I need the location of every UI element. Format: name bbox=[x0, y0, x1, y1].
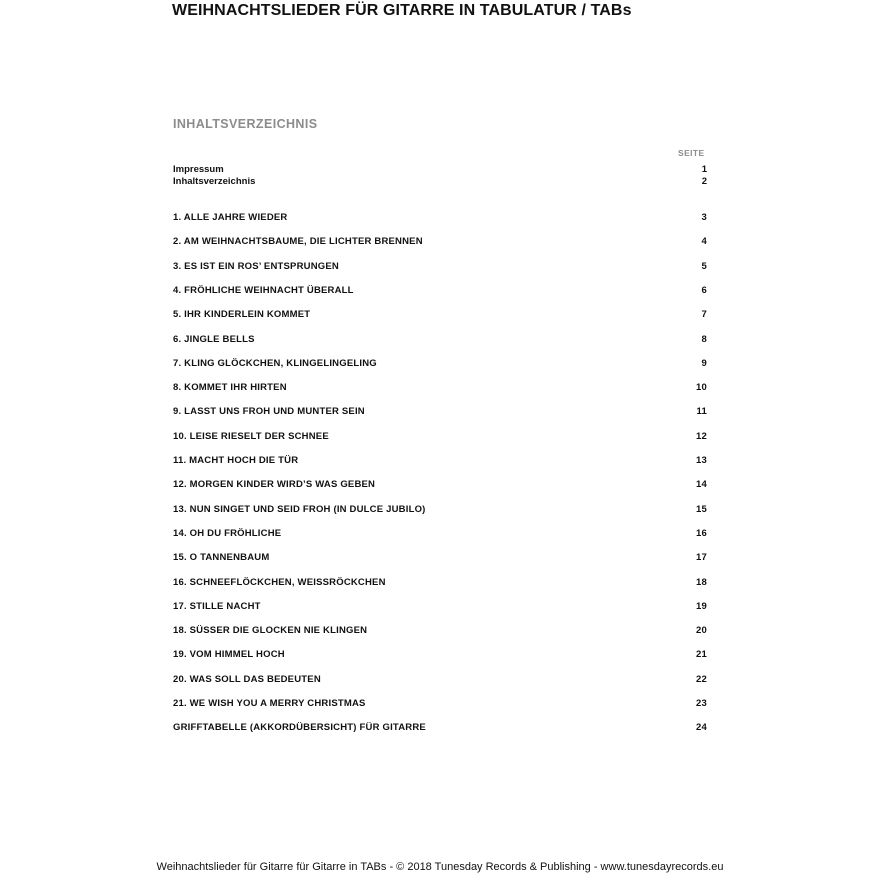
toc-entry-page: 13 bbox=[696, 455, 707, 466]
toc-entry-page: 21 bbox=[696, 649, 707, 661]
toc-entry-label: 4. FRÖHLICHE WEIHNACHT ÜBERALL bbox=[173, 284, 354, 296]
toc-entry[interactable] bbox=[173, 382, 707, 393]
toc-entry-page: 6 bbox=[701, 284, 707, 296]
toc-heading: INHALTSVERZEICHNIS bbox=[173, 117, 318, 131]
front-matter-page: 2 bbox=[701, 176, 707, 187]
toc-entry-page: 23 bbox=[696, 698, 707, 709]
toc-entry-label: 3. ES IST EIN ROS’ ENTSPRUNGEN bbox=[173, 260, 339, 272]
toc-entry-label: 6. JINGLE BELLS bbox=[173, 333, 255, 345]
front-matter-label: Impressum bbox=[173, 164, 224, 175]
toc-entry-label: 7. KLING GLÖCKCHEN, KLINGELINGELING bbox=[173, 357, 377, 369]
toc-entry-page: 4 bbox=[701, 236, 707, 248]
toc-entry[interactable] bbox=[173, 601, 707, 612]
toc-entry-page: 8 bbox=[701, 333, 707, 345]
toc-entry-page: 24 bbox=[696, 722, 707, 734]
toc-entry-label: 9. LASST UNS FROH UND MUNTER SEIN bbox=[173, 406, 365, 418]
toc-entry[interactable] bbox=[173, 722, 707, 733]
toc-entry[interactable] bbox=[173, 212, 707, 223]
toc-entry[interactable] bbox=[173, 406, 707, 417]
toc-entry[interactable] bbox=[173, 455, 707, 466]
toc-entry-page: 16 bbox=[696, 527, 707, 539]
toc-entry-label: 1. ALLE JAHRE WIEDER bbox=[173, 212, 288, 223]
front-matter-page: 1 bbox=[701, 164, 707, 175]
toc-entry[interactable] bbox=[173, 236, 707, 247]
toc-entry-page: 5 bbox=[701, 260, 707, 272]
toc-entry-page: 7 bbox=[701, 309, 707, 321]
document-title: WEIHNACHTSLIEDER FÜR GITARRE IN TABULATUR / TABs bbox=[172, 2, 632, 19]
toc-entry-label: 10. LEISE RIESELT DER SCHNEE bbox=[173, 430, 329, 442]
toc-entry[interactable] bbox=[173, 431, 707, 442]
toc-entry[interactable] bbox=[173, 528, 707, 539]
toc-entry-page: 17 bbox=[696, 552, 707, 564]
toc-entry[interactable] bbox=[173, 552, 707, 563]
toc-entry[interactable] bbox=[173, 577, 707, 588]
toc-entry-page: 20 bbox=[696, 625, 707, 637]
footer: Weihnachtslieder für Gitarre für Gitarre in TABs - © 2018 Tunesday Records & Publishing - www.tunesdayrecords.eu bbox=[156, 861, 724, 873]
front-matter-item[interactable] bbox=[173, 176, 707, 187]
toc-entry-page: 14 bbox=[696, 479, 707, 491]
toc-entry-page: 10 bbox=[696, 382, 707, 394]
toc-entry-label: 19. VOM HIMMEL HOCH bbox=[173, 649, 285, 661]
toc-entry-label: GRIFFTABELLE (AKKORDÜBERSICHT) FÜR GITARRE bbox=[173, 722, 426, 734]
toc-entry[interactable] bbox=[173, 649, 707, 660]
toc-entry-page: 15 bbox=[696, 503, 707, 515]
toc-entry-label: 8. KOMMET IHR HIRTEN bbox=[173, 382, 287, 394]
toc-entry-label: 20. WAS SOLL DAS BEDEUTEN bbox=[173, 673, 321, 685]
toc-entry[interactable] bbox=[173, 309, 707, 320]
toc-entry[interactable] bbox=[173, 479, 707, 490]
toc-entry[interactable] bbox=[173, 285, 707, 296]
front-matter-label: Inhaltsverzeichnis bbox=[173, 176, 256, 187]
page-column-label: SEITE bbox=[678, 148, 705, 158]
toc-entry-label: 17. STILLE NACHT bbox=[173, 600, 261, 612]
toc-entry-label: 14. OH DU FRÖHLICHE bbox=[173, 527, 282, 539]
toc-entry-page: 22 bbox=[696, 673, 707, 685]
toc-entry-page: 3 bbox=[701, 212, 707, 223]
toc-entry[interactable] bbox=[173, 334, 707, 345]
toc-entry-label: 5. IHR KINDERLEIN KOMMET bbox=[173, 309, 311, 321]
toc-entry-label: 12. MORGEN KINDER WIRD’S WAS GEBEN bbox=[173, 479, 376, 491]
toc-entry-label: 2. AM WEIHNACHTSBAUME, DIE LICHTER BRENNEN bbox=[173, 236, 423, 248]
toc-entry[interactable] bbox=[173, 504, 707, 515]
toc-entry[interactable] bbox=[173, 358, 707, 369]
toc-entry[interactable] bbox=[173, 625, 707, 636]
front-matter-item[interactable] bbox=[173, 164, 707, 175]
toc-entry-label: 16. SCHNEEFLÖCKCHEN, WEISSRÖCKCHEN bbox=[173, 576, 386, 588]
toc-entry-page: 18 bbox=[696, 576, 707, 588]
toc-entry-page: 19 bbox=[696, 600, 707, 612]
toc-entry-label: 18. SÜSSER DIE GLOCKEN NIE KLINGEN bbox=[173, 625, 368, 637]
toc-entry-page: 12 bbox=[696, 430, 707, 442]
toc-entry[interactable] bbox=[173, 261, 707, 272]
toc-entry-label: 21. WE WISH YOU A MERRY CHRISTMAS bbox=[173, 698, 366, 709]
toc-entry[interactable] bbox=[173, 674, 707, 685]
toc-entry-label: 15. O TANNENBAUM bbox=[173, 552, 270, 564]
toc-entry-page: 11 bbox=[696, 406, 707, 418]
toc-entry-label: 13. NUN SINGET UND SEID FROH (IN DULCE JUBILO) bbox=[173, 503, 426, 515]
toc-entry-page: 9 bbox=[701, 357, 707, 369]
toc-entry-label: 11. MACHT HOCH DIE TÜR bbox=[173, 455, 299, 466]
toc-entry[interactable] bbox=[173, 698, 707, 709]
